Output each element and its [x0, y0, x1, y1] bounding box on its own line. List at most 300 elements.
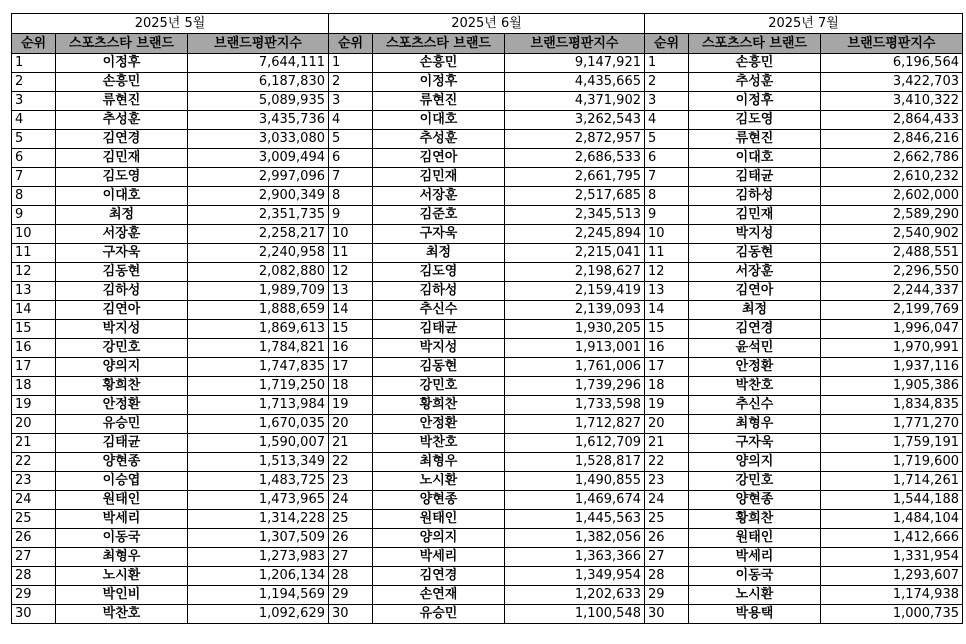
rank-cell: 24 [12, 491, 56, 510]
brand-name-cell: 이정후 [689, 92, 821, 111]
index-value-cell: 6,187,830 [188, 73, 329, 92]
table-row [645, 149, 963, 168]
index-value-cell: 1,194,569 [188, 586, 329, 605]
rank-cell: 13 [645, 282, 689, 301]
index-value-cell: 2,240,958 [188, 244, 329, 263]
rank-cell: 28 [329, 567, 373, 586]
brand-name-cell: 류현진 [689, 130, 821, 149]
rank-cell: 8 [329, 187, 373, 206]
rank-cell: 7 [12, 168, 56, 187]
index-value-cell: 1,905,386 [821, 377, 963, 396]
table-row [645, 244, 963, 263]
index-value-cell: 2,215,041 [505, 244, 645, 263]
brand-name-cell: 추성훈 [56, 111, 188, 130]
rank-cell: 4 [12, 111, 56, 130]
index-value-cell: 1,202,633 [505, 586, 645, 605]
brand-name-cell: 추성훈 [689, 73, 821, 92]
table-row [329, 339, 645, 358]
index-value-cell: 2,517,685 [505, 187, 645, 206]
rank-cell: 11 [12, 244, 56, 263]
rank-cell: 18 [12, 377, 56, 396]
rank-cell: 15 [12, 320, 56, 339]
table-row [645, 130, 963, 149]
table-row [12, 130, 329, 149]
index-value-cell: 1,174,938 [821, 586, 963, 605]
table-row [645, 73, 963, 92]
table-row [329, 263, 645, 282]
brand-name-cell: 김동현 [373, 358, 505, 377]
index-value-cell: 3,422,703 [821, 73, 963, 92]
rank-header: 순위 [12, 34, 56, 54]
table-row [12, 206, 329, 225]
table-row [12, 244, 329, 263]
brand-name-cell: 김민재 [56, 149, 188, 168]
index-value-cell: 9,147,921 [505, 54, 645, 73]
rank-cell: 30 [645, 605, 689, 624]
rank-cell: 18 [329, 377, 373, 396]
index-value-cell: 2,872,957 [505, 130, 645, 149]
table-row [645, 225, 963, 244]
rank-cell: 12 [645, 263, 689, 282]
index-value-cell: 1,349,954 [505, 567, 645, 586]
brand-name-cell: 양의지 [373, 529, 505, 548]
table-row [645, 263, 963, 282]
brand-name-cell: 구자욱 [373, 225, 505, 244]
index-value-cell: 1,206,134 [188, 567, 329, 586]
brand-name-cell: 유승민 [373, 605, 505, 624]
brand-name-cell: 유승민 [56, 415, 188, 434]
brand-name-cell: 김태균 [56, 434, 188, 453]
rank-cell: 13 [12, 282, 56, 301]
brand-name-cell: 김민재 [373, 168, 505, 187]
brand-name-cell: 손연재 [373, 586, 505, 605]
index-value-cell: 2,199,769 [821, 301, 963, 320]
index-value-cell: 1,747,835 [188, 358, 329, 377]
brand-header: 스포츠스타 브랜드 [56, 34, 188, 54]
index-value-cell: 4,371,902 [505, 92, 645, 111]
table-row [329, 396, 645, 415]
rank-cell: 21 [645, 434, 689, 453]
index-value-cell: 3,410,322 [821, 92, 963, 111]
rank-cell: 14 [645, 301, 689, 320]
index-value-cell: 1,989,709 [188, 282, 329, 301]
brand-name-cell: 박지성 [56, 320, 188, 339]
index-header: 브랜드평판지수 [505, 34, 645, 54]
index-value-cell: 1,719,600 [821, 453, 963, 472]
brand-name-cell: 김준호 [373, 206, 505, 225]
brand-name-cell: 서장훈 [56, 225, 188, 244]
brand-name-cell: 최형우 [56, 548, 188, 567]
ranking-tables [11, 13, 963, 624]
table-row [645, 358, 963, 377]
brand-name-cell: 김연아 [689, 282, 821, 301]
brand-header: 스포츠스타 브랜드 [373, 34, 505, 54]
month-title: 2025년 5월 [12, 14, 329, 34]
index-value-cell: 1,733,598 [505, 396, 645, 415]
rank-cell: 24 [645, 491, 689, 510]
rank-cell: 22 [329, 453, 373, 472]
brand-name-cell: 이동국 [689, 567, 821, 586]
table-row [12, 396, 329, 415]
table-row [329, 130, 645, 149]
rank-header: 순위 [645, 34, 689, 54]
index-header: 브랜드평판지수 [188, 34, 329, 54]
rank-cell: 18 [645, 377, 689, 396]
rank-cell: 9 [329, 206, 373, 225]
rank-cell: 29 [12, 586, 56, 605]
brand-name-cell: 류현진 [56, 92, 188, 111]
index-value-cell: 3,262,543 [505, 111, 645, 130]
table-row [329, 187, 645, 206]
rank-cell: 30 [12, 605, 56, 624]
index-value-cell: 1,544,188 [821, 491, 963, 510]
table-row [12, 301, 329, 320]
header-row [12, 34, 329, 54]
table-row [645, 111, 963, 130]
index-value-cell: 1,714,261 [821, 472, 963, 491]
index-value-cell: 4,435,665 [505, 73, 645, 92]
brand-name-cell: 양의지 [56, 358, 188, 377]
brand-name-cell: 원태인 [373, 510, 505, 529]
rank-cell: 25 [645, 510, 689, 529]
index-value-cell: 2,488,551 [821, 244, 963, 263]
brand-name-cell: 박찬호 [56, 605, 188, 624]
rank-cell: 23 [12, 472, 56, 491]
brand-name-cell: 서장훈 [373, 187, 505, 206]
month-table-1 [11, 13, 329, 624]
index-value-cell: 1,092,629 [188, 605, 329, 624]
table-row [12, 320, 329, 339]
index-value-cell: 1,590,007 [188, 434, 329, 453]
index-value-cell: 1,869,613 [188, 320, 329, 339]
brand-name-cell: 김민재 [689, 206, 821, 225]
index-value-cell: 7,644,111 [188, 54, 329, 73]
index-value-cell: 2,846,216 [821, 130, 963, 149]
rank-header: 순위 [329, 34, 373, 54]
brand-name-cell: 노시환 [56, 567, 188, 586]
rank-cell: 30 [329, 605, 373, 624]
rank-cell: 6 [645, 149, 689, 168]
rank-cell: 10 [645, 225, 689, 244]
brand-name-cell: 이동국 [56, 529, 188, 548]
rank-cell: 22 [645, 453, 689, 472]
table-row [12, 225, 329, 244]
table-row [12, 282, 329, 301]
brand-name-cell: 류현진 [373, 92, 505, 111]
brand-name-cell: 추성훈 [373, 130, 505, 149]
table-row [12, 111, 329, 130]
table-row [12, 187, 329, 206]
rank-cell: 22 [12, 453, 56, 472]
index-value-cell: 1,273,983 [188, 548, 329, 567]
rank-cell: 5 [12, 130, 56, 149]
brand-name-cell: 원태인 [689, 529, 821, 548]
brand-name-cell: 김연아 [56, 301, 188, 320]
brand-name-cell: 윤석민 [689, 339, 821, 358]
table-row [329, 472, 645, 491]
index-value-cell: 2,602,000 [821, 187, 963, 206]
index-value-cell: 1,888,659 [188, 301, 329, 320]
brand-name-cell: 박지성 [689, 225, 821, 244]
rank-cell: 8 [645, 187, 689, 206]
table-row [645, 567, 963, 586]
rank-cell: 21 [12, 434, 56, 453]
brand-header: 스포츠스타 브랜드 [689, 34, 821, 54]
index-value-cell: 1,528,817 [505, 453, 645, 472]
rank-cell: 28 [12, 567, 56, 586]
rank-cell: 6 [12, 149, 56, 168]
brand-name-cell: 김도영 [56, 168, 188, 187]
index-value-cell: 2,159,419 [505, 282, 645, 301]
table-row [329, 586, 645, 605]
rank-cell: 19 [12, 396, 56, 415]
rank-cell: 14 [12, 301, 56, 320]
rank-cell: 11 [329, 244, 373, 263]
rank-cell: 29 [645, 586, 689, 605]
rank-cell: 16 [329, 339, 373, 358]
brand-name-cell: 최형우 [689, 415, 821, 434]
brand-name-cell: 양현종 [689, 491, 821, 510]
table-row [329, 491, 645, 510]
table-row [645, 605, 963, 624]
rank-cell: 3 [329, 92, 373, 111]
table-row [329, 320, 645, 339]
index-value-cell: 2,686,533 [505, 149, 645, 168]
rank-cell: 25 [12, 510, 56, 529]
table-row [12, 149, 329, 168]
table-row [329, 206, 645, 225]
brand-name-cell: 박찬호 [373, 434, 505, 453]
index-value-cell: 1,996,047 [821, 320, 963, 339]
table-row [12, 358, 329, 377]
month-title: 2025년 6월 [329, 14, 645, 34]
rank-cell: 20 [12, 415, 56, 434]
table-row [12, 548, 329, 567]
table-row [645, 510, 963, 529]
rank-cell: 26 [329, 529, 373, 548]
table-row [329, 415, 645, 434]
brand-name-cell: 최정 [373, 244, 505, 263]
rank-cell: 29 [329, 586, 373, 605]
brand-name-cell: 이대호 [689, 149, 821, 168]
brand-name-cell: 양현종 [373, 491, 505, 510]
index-value-cell: 1,307,509 [188, 529, 329, 548]
table-row [329, 149, 645, 168]
rank-cell: 28 [645, 567, 689, 586]
brand-name-cell: 추신수 [373, 301, 505, 320]
brand-name-cell: 강민호 [56, 339, 188, 358]
index-value-cell: 2,245,894 [505, 225, 645, 244]
brand-name-cell: 양의지 [689, 453, 821, 472]
table-row [329, 434, 645, 453]
index-header: 브랜드평판지수 [821, 34, 963, 54]
table-row [329, 54, 645, 73]
table-row [12, 586, 329, 605]
brand-name-cell: 박인비 [56, 586, 188, 605]
rank-cell: 27 [645, 548, 689, 567]
rank-cell: 16 [645, 339, 689, 358]
table-row [329, 92, 645, 111]
rank-cell: 10 [12, 225, 56, 244]
table-row [12, 453, 329, 472]
brand-name-cell: 김연경 [689, 320, 821, 339]
index-value-cell: 1,719,250 [188, 377, 329, 396]
brand-name-cell: 이대호 [373, 111, 505, 130]
table-row [329, 301, 645, 320]
rank-cell: 17 [12, 358, 56, 377]
table-row [12, 567, 329, 586]
index-value-cell: 1,483,725 [188, 472, 329, 491]
brand-name-cell: 손흥민 [373, 54, 505, 73]
brand-name-cell: 김태균 [373, 320, 505, 339]
index-value-cell: 2,139,093 [505, 301, 645, 320]
table-row [645, 529, 963, 548]
rank-cell: 26 [12, 529, 56, 548]
brand-name-cell: 김태균 [689, 168, 821, 187]
rank-cell: 15 [329, 320, 373, 339]
index-value-cell: 2,082,880 [188, 263, 329, 282]
table-row [12, 510, 329, 529]
index-value-cell: 1,484,104 [821, 510, 963, 529]
rank-cell: 1 [645, 54, 689, 73]
index-value-cell: 1,469,674 [505, 491, 645, 510]
brand-name-cell: 강민호 [373, 377, 505, 396]
rank-cell: 16 [12, 339, 56, 358]
brand-name-cell: 김하성 [373, 282, 505, 301]
brand-name-cell: 최형우 [373, 453, 505, 472]
rank-cell: 20 [329, 415, 373, 434]
brand-name-cell: 박세리 [373, 548, 505, 567]
rank-cell: 3 [12, 92, 56, 111]
brand-name-cell: 원태인 [56, 491, 188, 510]
index-value-cell: 1,784,821 [188, 339, 329, 358]
index-value-cell: 1,473,965 [188, 491, 329, 510]
index-value-cell: 1,713,984 [188, 396, 329, 415]
table-row [329, 244, 645, 263]
rank-cell: 14 [329, 301, 373, 320]
table-row [12, 263, 329, 282]
index-value-cell: 2,662,786 [821, 149, 963, 168]
rank-cell: 15 [645, 320, 689, 339]
rank-cell: 8 [12, 187, 56, 206]
header-row [645, 34, 963, 54]
rank-cell: 10 [329, 225, 373, 244]
table-row [329, 605, 645, 624]
table-row [645, 320, 963, 339]
table-row [645, 206, 963, 225]
brand-name-cell: 이정후 [373, 73, 505, 92]
rank-cell: 26 [645, 529, 689, 548]
month-table-2 [328, 13, 645, 624]
brand-name-cell: 김동현 [56, 263, 188, 282]
index-value-cell: 2,258,217 [188, 225, 329, 244]
table-row [12, 491, 329, 510]
brand-name-cell: 황희찬 [689, 510, 821, 529]
brand-name-cell: 최정 [689, 301, 821, 320]
brand-name-cell: 강민호 [689, 472, 821, 491]
index-value-cell: 1,490,855 [505, 472, 645, 491]
rank-cell: 24 [329, 491, 373, 510]
brand-name-cell: 황희찬 [56, 377, 188, 396]
table-row [645, 54, 963, 73]
index-value-cell: 1,937,116 [821, 358, 963, 377]
index-value-cell: 1,363,366 [505, 548, 645, 567]
table-row [12, 472, 329, 491]
table-row [12, 529, 329, 548]
table-row [329, 548, 645, 567]
index-value-cell: 1,612,709 [505, 434, 645, 453]
index-value-cell: 1,000,735 [821, 605, 963, 624]
table-row [645, 301, 963, 320]
index-value-cell: 2,296,550 [821, 263, 963, 282]
index-value-cell: 2,589,290 [821, 206, 963, 225]
table-row [645, 586, 963, 605]
index-value-cell: 2,661,795 [505, 168, 645, 187]
index-value-cell: 3,009,494 [188, 149, 329, 168]
table-row [329, 225, 645, 244]
index-value-cell: 1,100,548 [505, 605, 645, 624]
brand-name-cell: 안정환 [373, 415, 505, 434]
index-value-cell: 2,351,735 [188, 206, 329, 225]
rank-cell: 11 [645, 244, 689, 263]
brand-name-cell: 김연아 [373, 149, 505, 168]
table-row [12, 434, 329, 453]
brand-name-cell: 김연경 [373, 567, 505, 586]
table-row [12, 92, 329, 111]
table-row [645, 282, 963, 301]
index-value-cell: 1,382,056 [505, 529, 645, 548]
index-value-cell: 2,244,337 [821, 282, 963, 301]
table-row [645, 187, 963, 206]
index-value-cell: 1,293,607 [821, 567, 963, 586]
rank-cell: 17 [645, 358, 689, 377]
rank-cell: 20 [645, 415, 689, 434]
brand-name-cell: 박세리 [56, 510, 188, 529]
rank-cell: 13 [329, 282, 373, 301]
rank-cell: 27 [329, 548, 373, 567]
index-value-cell: 2,345,513 [505, 206, 645, 225]
brand-name-cell: 최정 [56, 206, 188, 225]
rank-cell: 6 [329, 149, 373, 168]
index-value-cell: 2,900,349 [188, 187, 329, 206]
index-value-cell: 1,412,666 [821, 529, 963, 548]
month-table-3 [644, 13, 963, 624]
rank-cell: 7 [329, 168, 373, 187]
brand-name-cell: 황희찬 [373, 396, 505, 415]
table-row [645, 548, 963, 567]
brand-name-cell: 양현종 [56, 453, 188, 472]
index-value-cell: 2,864,433 [821, 111, 963, 130]
rank-cell: 2 [329, 73, 373, 92]
table-row [12, 73, 329, 92]
rank-cell: 2 [645, 73, 689, 92]
index-value-cell: 1,513,349 [188, 453, 329, 472]
table-row [12, 54, 329, 73]
table-row [329, 567, 645, 586]
rank-cell: 9 [645, 206, 689, 225]
brand-name-cell: 추신수 [689, 396, 821, 415]
rank-cell: 1 [12, 54, 56, 73]
brand-name-cell: 박찬호 [689, 377, 821, 396]
rank-cell: 9 [12, 206, 56, 225]
rank-cell: 12 [12, 263, 56, 282]
index-value-cell: 1,670,035 [188, 415, 329, 434]
header-row [329, 34, 645, 54]
brand-name-cell: 서장훈 [689, 263, 821, 282]
table-row [329, 529, 645, 548]
brand-name-cell: 구자욱 [689, 434, 821, 453]
table-row [645, 415, 963, 434]
